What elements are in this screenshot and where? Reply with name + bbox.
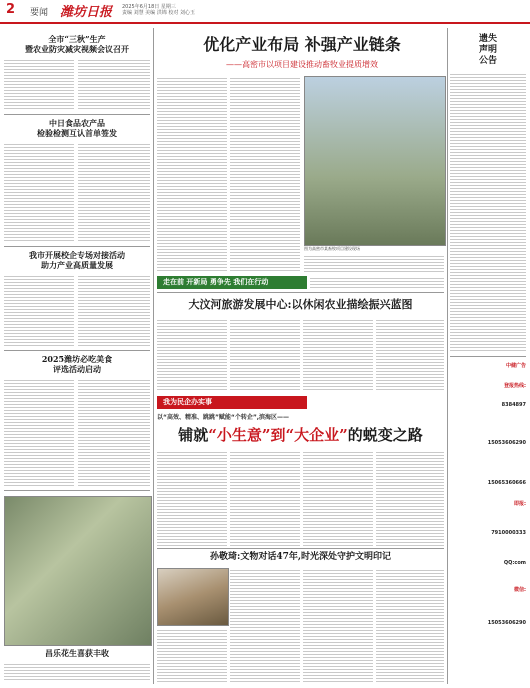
left-headline-2 xyxy=(4,118,150,138)
divider xyxy=(4,114,150,115)
green-banner: 走在前 开新局 勇争先 我们在行动 xyxy=(157,276,307,289)
left-headline-2-line-2: 检验检测互认首单签发 xyxy=(37,128,117,138)
bottom-story-col-2 xyxy=(230,568,300,682)
bottom-story-col-1 xyxy=(157,628,227,682)
top-story-tail xyxy=(310,276,444,289)
bottom-story-col-4 xyxy=(376,568,444,682)
column-divider xyxy=(447,28,448,684)
dateline-editors: 责编 刘慧 美编 洪锦 校对 刘心玉 xyxy=(122,10,195,16)
ad-phone-5: 15053606290 xyxy=(487,620,526,626)
ad-phone-1: 8384897 xyxy=(501,402,526,408)
left-headline-3-line-2: 助力产业高质量发展 xyxy=(41,260,113,270)
top-story-photo xyxy=(304,76,446,246)
notice-heading-line-3: 公告 xyxy=(478,56,497,66)
divider xyxy=(450,356,526,357)
left-article-3-col-1 xyxy=(4,274,74,346)
left-headline-3 xyxy=(4,250,150,270)
lower-story-col-4 xyxy=(376,450,444,546)
left-article-3-col-2 xyxy=(78,274,150,346)
divider xyxy=(157,292,444,293)
mid-story-col-3 xyxy=(303,318,373,392)
bottom-story-col-3 xyxy=(303,568,373,682)
red-banner: 我为民企办实事 xyxy=(157,396,307,409)
left-article-2-col-2 xyxy=(78,142,150,242)
bottom-story-title: 孙敬琦:文物对话47年,时光深处守护文明印记 xyxy=(210,552,391,562)
top-story-col-1 xyxy=(157,76,227,272)
left-headline-1-line-1: 全市“三秋”生产 xyxy=(48,34,106,44)
left-headline-2-line-1: 中日食品农产品 xyxy=(49,118,105,128)
divider xyxy=(157,548,444,549)
divider xyxy=(4,246,150,247)
ad-label-2: 登报热线: xyxy=(504,383,526,389)
ad-label-1: 中健广告 xyxy=(505,363,526,369)
lower-story-title-part-2: “小生意”到“大企业” xyxy=(208,426,348,444)
left-headline-4-line-2: 评选活动启动 xyxy=(53,364,101,374)
divider xyxy=(4,490,150,491)
mid-story-title: 大汶河旅游发展中心:以休闲农业描绘振兴蓝图 xyxy=(188,298,413,311)
column-divider xyxy=(153,28,154,684)
left-headline-4-line-1: 2025潍坊必吃美食 xyxy=(41,354,113,364)
lower-story-title-part-1: 铺就 xyxy=(178,426,209,444)
top-story-col-2 xyxy=(230,76,300,272)
ad-phone-4: 7910000333 xyxy=(491,530,526,536)
lower-story-col-1 xyxy=(157,450,227,546)
bottom-story-photo xyxy=(157,568,229,626)
left-headline-5: 昌乐花生喜获丰收 xyxy=(45,648,109,658)
left-article-2-col-1 xyxy=(4,142,74,242)
top-story-col-3 xyxy=(304,254,444,272)
lower-story-title-part-3: 的蜕变之路 xyxy=(347,426,423,444)
notice-heading xyxy=(450,34,526,67)
mid-story-col-4 xyxy=(376,318,444,392)
ad-phone-2: 15053606290 xyxy=(487,440,526,446)
mid-story-col-2 xyxy=(230,318,300,392)
divider xyxy=(4,350,150,351)
ad-label-4: QQ:com xyxy=(503,560,526,566)
top-story-title: 优化产业布局 补强产业链条 xyxy=(203,35,401,54)
left-article-4-col-1 xyxy=(4,378,74,486)
notice-heading-line-2: 声明 xyxy=(478,45,497,55)
ad-phone-3: 15065360666 xyxy=(487,480,526,486)
lower-story-col-2 xyxy=(230,450,300,546)
section-name: 要闻 xyxy=(30,8,49,18)
mid-story-col-1 xyxy=(157,318,227,392)
notice-listings xyxy=(450,72,526,352)
dateline xyxy=(122,4,195,16)
left-headline-4 xyxy=(4,354,150,374)
top-story-photo-caption: 图为高密市某畜牧项目建设现场 xyxy=(304,246,360,251)
lower-story-kicker: 以“高效、精准、跳跳”赋能“个转企”,滨海区—— xyxy=(157,414,290,421)
top-story-subtitle: ——高密市以项目建设推动畜牧业提质增效 xyxy=(226,60,378,69)
left-headline-1 xyxy=(4,34,150,54)
dateline-date: 2025年6月18日 星期三 xyxy=(122,4,176,10)
left-headline-1-line-2: 暨农业防灾减灾视频会议召开 xyxy=(25,44,129,54)
left-article-1-col-2 xyxy=(78,58,150,110)
peanut-harvest-photo xyxy=(4,496,152,646)
lower-story-title xyxy=(157,426,444,444)
newspaper-logo: 潍坊日报 xyxy=(60,5,113,20)
left-article-1-col-1 xyxy=(4,58,74,110)
left-article-5-caption xyxy=(4,662,150,682)
ad-label-3: 即报: xyxy=(514,501,526,507)
notice-heading-line-1: 遗失 xyxy=(478,34,497,44)
left-headline-3-line-1: 我市开展校企专场对接活动 xyxy=(29,250,125,260)
left-article-4-col-2 xyxy=(78,378,150,486)
lower-story-col-3 xyxy=(303,450,373,546)
page-number: 2 xyxy=(6,2,16,17)
ad-label-5: 微信: xyxy=(514,587,526,593)
